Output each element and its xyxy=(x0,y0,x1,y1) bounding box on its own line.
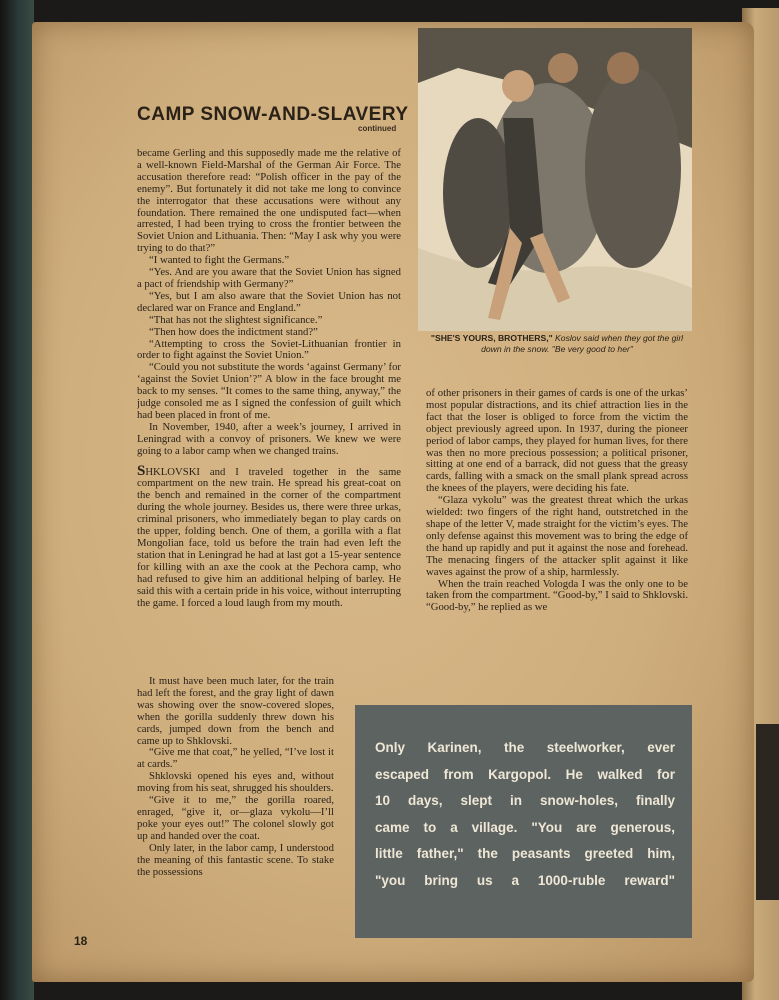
article-paragraph: “Give it to me,” the gorilla roared, enraged, “give it, or—glaza vykolu—I’ll poke your eyes out!” The colonel slowly got up and handed over the coat. xyxy=(137,794,334,842)
article-paragraph-dropcap xyxy=(137,462,401,610)
article-paragraph: “Then how does the indictment stand?” xyxy=(149,325,318,338)
article-paragraph: of other prisoners in their games of cards is one of the urkas’ most popular distractions, and its chief attraction lies in the fact that the loser is obliged to force from the victim the object previously agreed upon. In 1937, during the pioneer period of labor camps, they played for human lives, for there was then no more precious possession; a political prisoner, sitting at one end of a barrack, did not guess that the greasy cards, falling with a smack on the small plank spread across the knees of the players, were deciding his fate. xyxy=(426,388,688,495)
article-paragraph: It must have been much later, for the train had left the forest, and the gray light of dawn was showing over the snow-covered slopes, when the gorilla suddenly threw down his cards, jumped down from the bench and came up to Shklovski. xyxy=(137,676,334,747)
article-paragraph: “Yes. And are you aware that the Soviet Union has signed a pact of friendship with Germany?” xyxy=(137,266,401,290)
article-paragraph: “Could you not substitute the words ‘against Germany’ for ‘against the Soviet Union’?” A blow in the face brought me back to my senses. “It comes to the same thing, anyway,” the judge consoled me as I signed the confession of guilt which had been placed in front of me. xyxy=(137,361,401,421)
pull-quote-line: little father," the peasants greeted him, xyxy=(375,846,675,861)
article-column-left-top xyxy=(137,148,401,673)
article-paragraph: Only later, in the labor camp, I understood the meaning of this fantastic scene. To stake the possessions xyxy=(137,841,334,878)
page-number: 18 xyxy=(74,934,88,948)
continued-label: continued xyxy=(358,124,397,133)
pull-quote-line: escaped from Kargopol. He walked for xyxy=(375,766,675,782)
illustration-figures xyxy=(418,28,692,331)
facing-page-photo-strip xyxy=(756,724,779,900)
pull-quote-line: came to a village. "You are generous, xyxy=(375,819,675,835)
article-headline: CAMP SNOW-AND-SLAVERY xyxy=(137,104,409,125)
dropcap-paragraph-text: HKLOVSKI and I traveled together in the same compartment on the new train. He spread his great-coat on the bench and remained in the corner of the compartment during the whole journey. Besides us, there were three urkas, criminal prisoners, who immediately began to play cards on the upper, folding bench. One of them, a gorilla with a flat Mongolian face, told us before the train had even left the station that in Leningrad he had at last got a 15-year sentence for killing with an axe the cook at the Pechora camp, who had refused to give him an additional helping of barley. He said this with a certain pride in his voice, without interrupting the game. I forced a loud laugh from my mouth. xyxy=(137,465,401,609)
story-illustration xyxy=(418,28,692,331)
article-paragraph: “Glaza vykolu” was the greatest threat which the urkas wielded: two fingers of the right hand, outstretched in the shape of the letter V, made straight for the victim’s eyes. The only defense against this movement was to bring the edge of the hand up rapidly and put it against the nose and forehead. The menacing fingers of the attacker split against it like waves against the prow of a ship, harmlessly. xyxy=(426,494,688,578)
article-paragraph: “That has not the slightest significance.” xyxy=(149,313,323,326)
pull-quote-box xyxy=(355,705,692,938)
binding-edge xyxy=(0,0,34,1000)
dropcap-letter: S xyxy=(137,462,146,479)
pull-quote-line: Only Karinen, the steelworker, ever xyxy=(375,740,675,755)
pull-quote-line: "you bring us a 1000-ruble reward" xyxy=(375,872,675,888)
article-paragraph: “Attempting to cross the Soviet-Lithuanian frontier in order to fight against the Soviet Union.” xyxy=(137,337,401,362)
article-paragraph: When the train reached Vologda I was the only one to be taken from the compartment. “Good-by,” I said to Shklovski. “Good-by,” he replied as we xyxy=(426,577,688,614)
article-paragraph: became Gerling and this supposedly made me the relative of a well-known Field-Marshal of the German Air Force. The accusation therefore read: “Polish officer in the pay of the enemy”. But fortunately it did not take me long to convince the interrogator that these accusations were without any foundation. There remained the one undisputed fact—when arrested, I had been trying to cross the frontier between the Soviet Union and Lithuania. Then: “May I ask why you were trying to do that?” xyxy=(137,148,401,255)
illustration-caption xyxy=(423,333,691,354)
article-paragraph: Shklovski opened his eyes and, without moving from his seat, shrugged his shoulders. xyxy=(137,770,334,795)
article-column-left-bottom xyxy=(137,676,334,922)
article-paragraph: In November, 1940, after a week’s journey, I arrived in Leningrad with a convoy of prisoners. We knew we were going to a labor camp when we changed trains. xyxy=(137,420,401,457)
article-paragraph: “I wanted to fight the Germans.” xyxy=(149,254,290,267)
pull-quote-line: 10 days, slept in snow-holes, finally xyxy=(375,793,675,808)
article-paragraph: “Give me that coat,” he yelled, “I’ve lost it at cards.” xyxy=(137,746,334,771)
article-column-right xyxy=(426,388,688,688)
caption-lead: "SHE'S YOURS, BROTHERS," xyxy=(430,333,553,343)
pull-quote-text xyxy=(375,735,675,894)
caption-body: Koslov said when they got the girl down in the snow. "Be very good to her" xyxy=(481,333,684,354)
article-paragraph: “Yes, but I am also aware that the Soviet Union has not declared war on France and England.” xyxy=(137,289,401,314)
